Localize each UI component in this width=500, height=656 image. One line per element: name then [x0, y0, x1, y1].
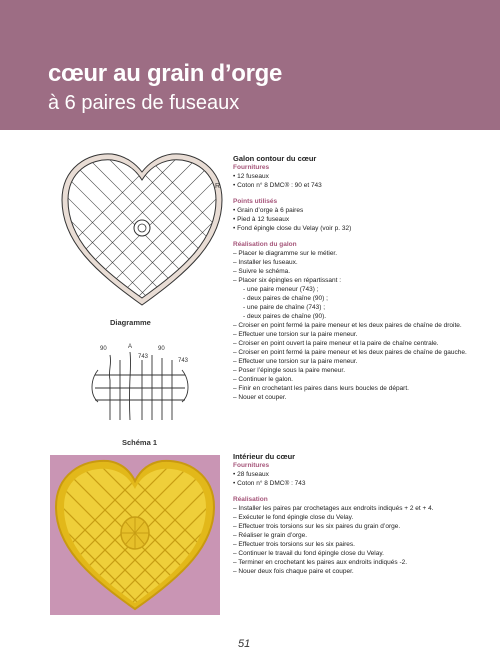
diagram-marker: R — [215, 183, 221, 190]
list-item: • 12 fuseaux — [233, 173, 269, 180]
step: – Effectuer trois torsions sur les six paires du grain d’orge. — [233, 523, 401, 530]
step: – Terminer en crochetant les paires aux endroits indiqués -2. — [233, 559, 408, 566]
interieur-heading: Intérieur du cœur — [233, 452, 296, 461]
schema-drawing — [90, 340, 200, 430]
header-band — [0, 0, 500, 130]
step: – Effectuer une torsion sur la paire meneur. — [233, 358, 358, 365]
step: – Croiser en point ouvert la paire meneur et la paire de chaîne centrale. — [233, 340, 439, 347]
galon-realisation-title: Réalisation du galon — [233, 241, 297, 248]
step-sub: - une paire de chaîne (743) ; — [243, 304, 326, 311]
step: – Finir en crochetant les paires dans leurs boucles de départ. — [233, 385, 409, 392]
schema-label: 90 — [158, 346, 165, 352]
step: – Réaliser le grain d’orge. — [233, 532, 308, 539]
list-item: • 28 fuseaux — [233, 471, 269, 478]
step: – Installer les paires par crochetages aux endroits indiqués + 2 et + 4. — [233, 505, 434, 512]
list-item: • Grain d’orge à 6 paires — [233, 207, 304, 214]
list-item: • Pied à 12 fuseaux — [233, 216, 290, 223]
step: – Placer six épingles en répartissant : — [233, 277, 342, 284]
step: – Exécuter le fond épingle close du Velay. — [233, 514, 354, 521]
list-item: • Fond épingle close du Velay (voir p. 32) — [233, 225, 352, 232]
galon-fournitures-title: Fournitures — [233, 164, 270, 171]
schema-label: 743 — [178, 358, 189, 364]
schema-label: 90 — [100, 346, 107, 352]
step: – Continuer le galon. — [233, 376, 293, 383]
page-number: 51 — [238, 638, 251, 650]
step: – Nouer et couper. — [233, 394, 287, 401]
diagram-caption: Diagramme — [110, 318, 151, 327]
list-item: • Coton n° 8 DMC® : 743 — [233, 480, 306, 487]
lace-heart-photo — [50, 455, 220, 615]
page-subtitle: à 6 paires de fuseaux — [48, 92, 240, 114]
list-item: • Coton n° 8 DMC® : 90 et 743 — [233, 182, 322, 189]
step: – Placer le diagramme sur le métier. — [233, 250, 338, 257]
interieur-fournitures-title: Fournitures — [233, 462, 270, 469]
step: – Croiser en point fermé la paire meneur et les deux paires de chaîne de droite. — [233, 322, 462, 329]
step: – Effectuer une torsion sur la paire meneur. — [233, 331, 358, 338]
schema-label: A — [128, 344, 133, 350]
step: – Effectuer trois torsions sur les six paires. — [233, 541, 355, 548]
lace-heart-image — [50, 455, 220, 615]
schema-caption: Schéma 1 — [122, 438, 158, 447]
step: – Poser l’épingle sous la paire meneur. — [233, 367, 346, 374]
galon-section — [233, 154, 473, 402]
step-sub: - deux paires de chaîne (90). — [243, 313, 327, 320]
step: – Suivre le schéma. — [233, 268, 291, 275]
step: – Nouer deux fois chaque paire et couper. — [233, 568, 354, 575]
step: – Continuer le travail du fond épingle close du Velay. — [233, 550, 384, 557]
interieur-section — [233, 452, 473, 576]
schema-label: 743 — [138, 354, 149, 360]
step: – Croiser en point fermé la paire meneur et les deux paires de chaîne de gauche. — [233, 349, 467, 356]
step-sub: - deux paires de chaîne (90) ; — [243, 295, 328, 302]
heart-diagram — [60, 150, 225, 310]
step-sub: - une paire meneur (743) ; — [243, 286, 319, 293]
galon-heading: Galon contour du cœur — [233, 154, 317, 163]
interieur-realisation-title: Réalisation — [233, 496, 268, 503]
step: – Installer les fuseaux. — [233, 259, 298, 266]
page-title: cœur au grain d’orge — [48, 60, 283, 87]
galon-points-title: Points utilisés — [233, 198, 278, 205]
